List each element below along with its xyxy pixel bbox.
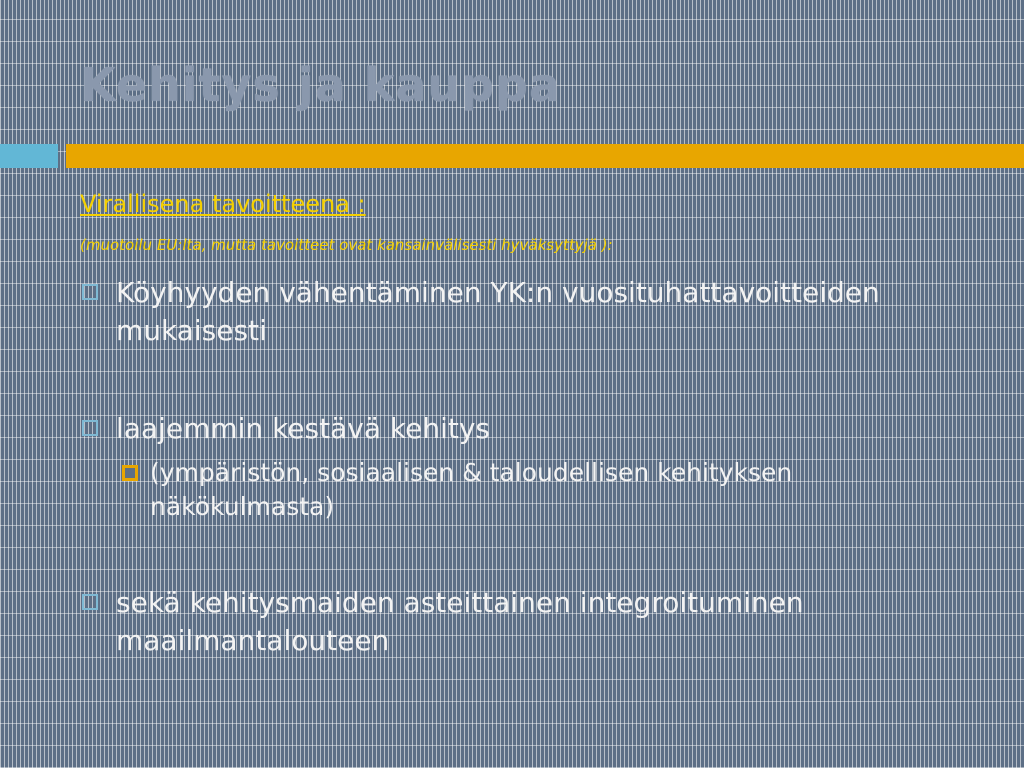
subbullet-text: (ympäristön, sosiaalisen & taloudellisen kehityksen näkökulmasta)	[150, 458, 793, 521]
bullet-text: laajemmin kestävä kehitys	[116, 412, 490, 445]
section-heading: Virallisena tavoitteena :	[80, 190, 366, 218]
bullet-text: sekä kehitysmaiden asteittainen integroituminen maailmantalouteen	[116, 586, 804, 657]
accent-bar-orange	[66, 144, 1024, 168]
slide-title: Kehitys ja kauppa	[80, 58, 562, 112]
accent-bar-blue	[0, 144, 58, 168]
bullet-square-icon	[82, 594, 98, 610]
subbullet-square-icon	[122, 465, 138, 481]
bullet-square-icon	[82, 420, 98, 436]
section-subnote: (muotoilu EU:lta, mutta tavoitteet ovat kansainvälisesti hyväksyttyjä ):	[80, 236, 613, 254]
bullet-square-icon	[82, 284, 98, 300]
bullet-text: Köyhyyden vähentäminen YK:n vuosituhattavoitteiden mukaisesti	[116, 276, 880, 347]
